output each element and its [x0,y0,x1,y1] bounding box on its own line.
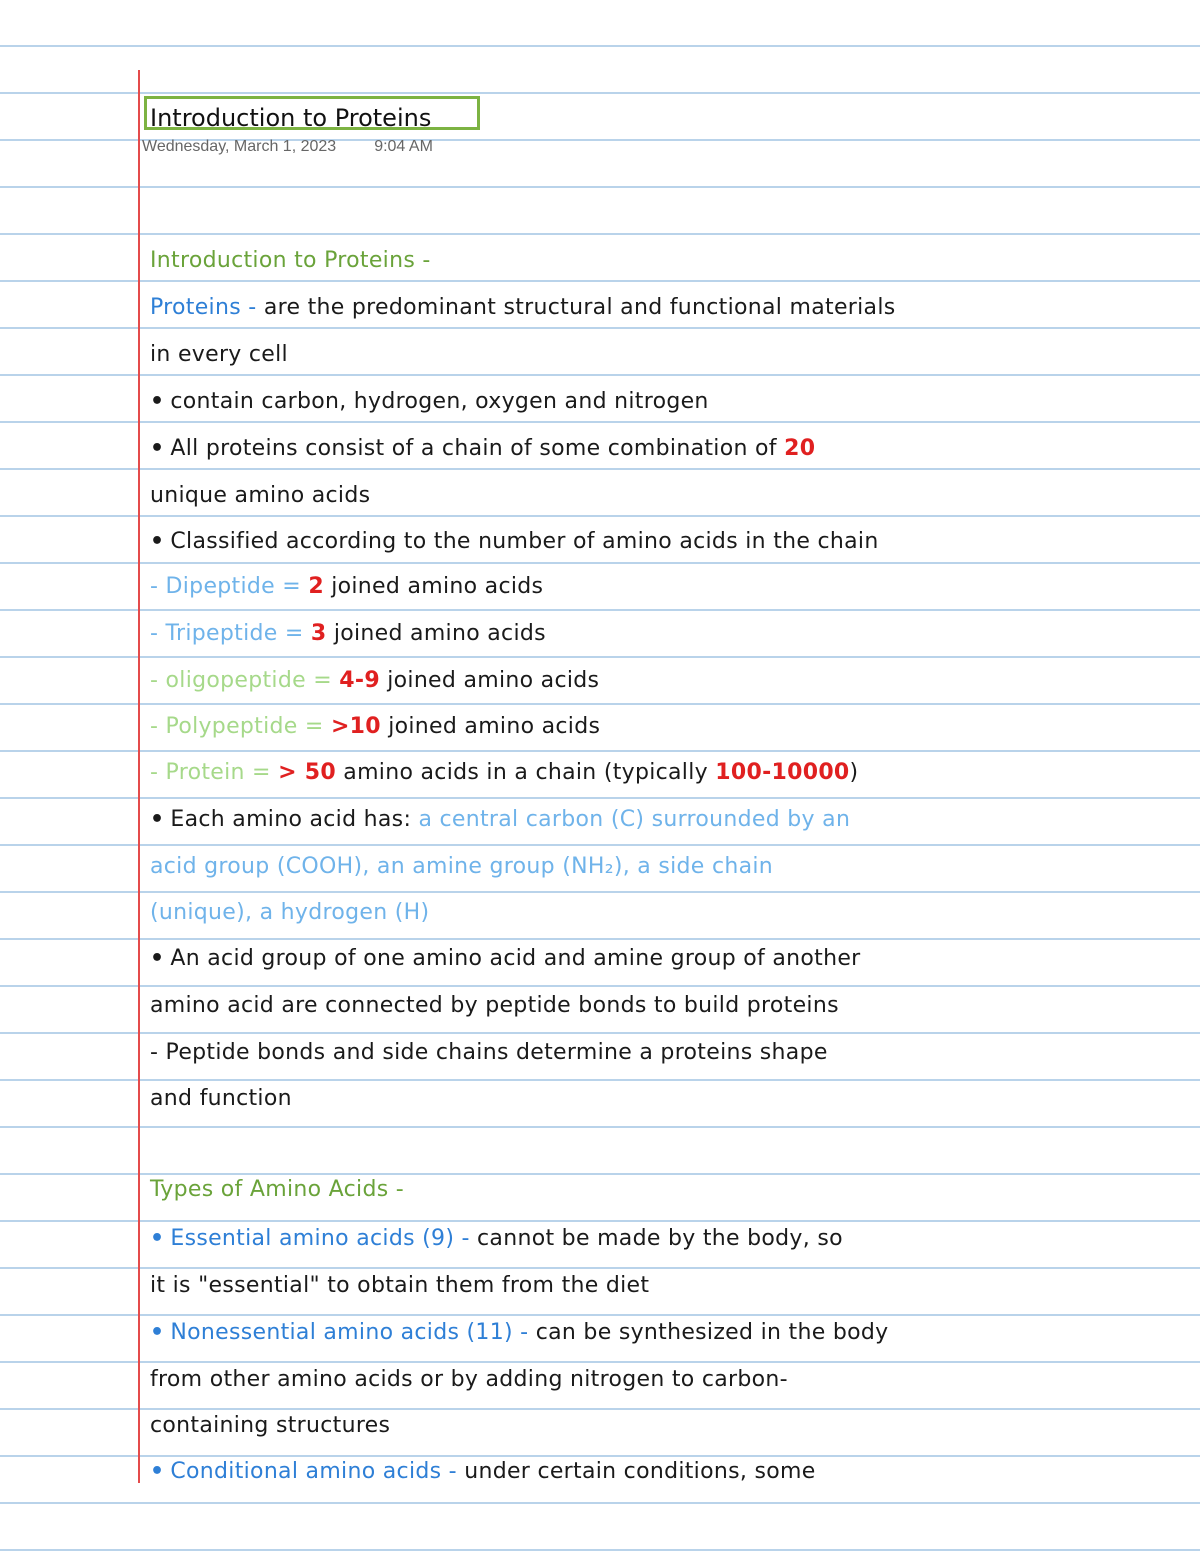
sub-text: joined amino acids [333,621,546,646]
bullet-dot-icon: • [150,946,165,971]
term-oligopeptide: - oligopeptide = [150,668,332,693]
bullet-classified [150,529,879,554]
line-definition-cont: in every cell [150,342,288,367]
sub-protein [150,760,858,785]
highlight-number: 4-9 [339,668,380,693]
nonessential-cont-1: from other amino acids or by adding nitrogen to carbon- [150,1367,788,1392]
bullet-dot-icon: • [150,1459,165,1484]
bullet-dot-icon: • [150,529,165,554]
bullet-text: An acid group of one amino acid and amine group of another [170,946,861,971]
highlight-number: > 50 [278,760,336,785]
term-essential: Essential amino acids (9) - [170,1226,470,1251]
sub-tripeptide [150,621,546,646]
bullet-essential [150,1226,843,1251]
sub-text: joined amino acids [388,714,601,739]
section-heading-types: Types of Amino Acids - [150,1177,405,1202]
bullet-chain [150,436,815,461]
sub-polypeptide [150,714,600,739]
highlight-number: 3 [310,621,327,646]
bullet-dot-icon: • [150,807,165,832]
note-datetime [142,138,433,156]
bullet-peptide-bonds [150,946,861,971]
peptide-cont-3: and function [150,1086,292,1111]
close-paren: ) [849,760,859,785]
essential-cont: it is "essential" to obtain them from the diet [150,1273,650,1298]
term-dipeptide: - Dipeptide = [150,574,302,599]
bullet-text: can be synthesized in the body [535,1320,889,1345]
note-time: 9:04 AM [374,138,433,155]
sub-dipeptide [150,574,543,599]
bullet-text: cannot be made by the body, so [477,1226,843,1251]
bullet-dot-icon: • [150,1226,165,1251]
term-nonessential: Nonessential amino acids (11) - [170,1320,529,1345]
sub-text: amino acids in a chain (typically [343,760,708,785]
line-definition [150,295,896,320]
bullet-conditional [150,1459,816,1484]
bullet-elements [150,389,709,414]
bullet-text: contain carbon, hydrogen, oxygen and nitrogen [170,389,709,414]
page-title: Introduction to Proteins [150,104,432,132]
highlight-number: 2 [308,574,324,599]
bullet-text: Classified according to the number of amino acids in the chain [170,529,879,554]
section-heading-intro: Introduction to Proteins - [150,248,431,273]
term-tripeptide: - Tripeptide = [150,621,304,646]
bullet-dot-icon: • [150,1320,165,1345]
note-date: Wednesday, March 1, 2023 [142,138,337,155]
definition-text: are the predominant structural and functional materials [263,295,896,320]
structure-cont-2: (unique), a hydrogen (H) [150,900,430,925]
sub-oligopeptide [150,668,599,693]
bullet-chain-cont: unique amino acids [150,483,371,508]
highlight-number: 20 [784,436,816,461]
peptide-cont-1: amino acid are connected by peptide bonds to build proteins [150,993,839,1018]
bullet-text: Each amino acid has: [170,807,412,832]
sub-text: joined amino acids [387,668,600,693]
peptide-cont-2: - Peptide bonds and side chains determine a proteins shape [150,1040,828,1065]
red-margin-line [138,70,140,1483]
sub-text: joined amino acids [331,574,544,599]
bullet-text: under certain conditions, some [464,1459,816,1484]
structure-text: a central carbon (C) surrounded by an [418,807,851,832]
bullet-nonessential [150,1320,888,1345]
bullet-dot-icon: • [150,436,165,461]
term-protein: - Protein = [150,760,271,785]
highlight-number: >10 [330,714,381,739]
structure-cont-1: acid group (COOH), an amine group (NH₂), a side chain [150,854,774,879]
highlight-range: 100-10000 [715,760,850,785]
term-conditional: Conditional amino acids - [170,1459,457,1484]
bullet-dot-icon: • [150,389,165,414]
term-proteins: Proteins - [150,295,257,320]
bullet-structure [150,807,850,832]
term-polypeptide: - Polypeptide = [150,714,324,739]
nonessential-cont-2: containing structures [150,1413,391,1438]
bullet-text: All proteins consist of a chain of some combination of [170,436,777,461]
